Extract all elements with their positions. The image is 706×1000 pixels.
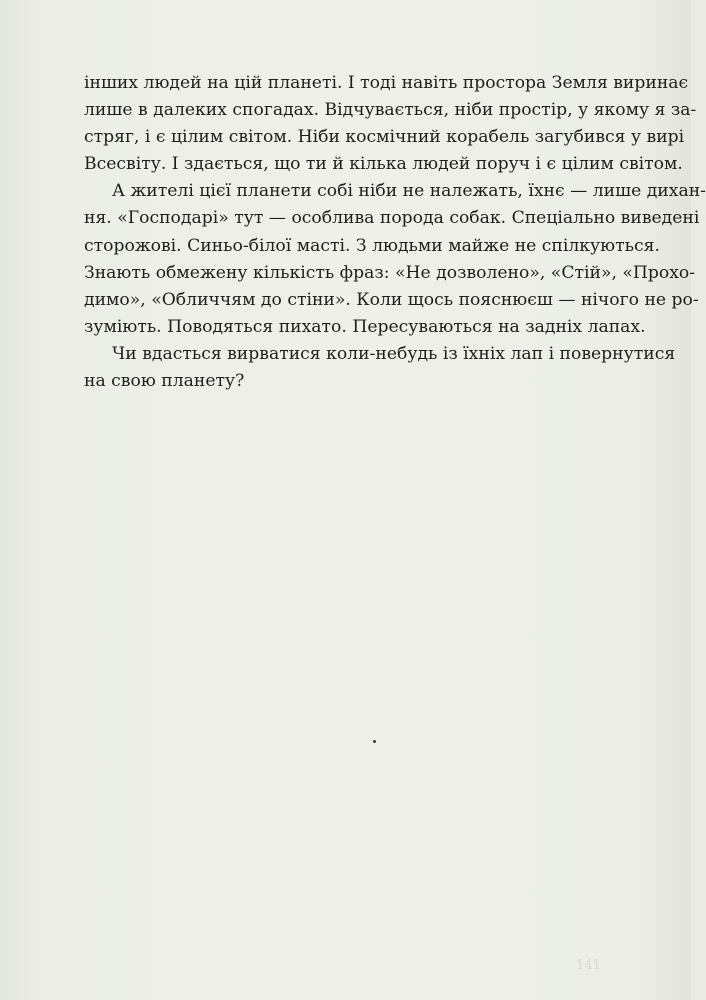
paragraph (84, 178, 706, 341)
body-text (84, 70, 706, 395)
paragraph (84, 70, 697, 178)
page-number: 141 (576, 958, 601, 973)
text-line: ня. «Господарі» тут — особлива порода собак. Спеціально виведені (84, 208, 700, 229)
text-line: Чи вдасться вирватися коли-небудь із їхніх лап і повернутися (112, 343, 676, 364)
text-line: сторожові. Синьо-білої масті. З людьми майже не спілкуються. (84, 235, 660, 256)
ink-speck (373, 740, 376, 743)
text-line: лише в далеких спогадах. Відчувається, ніби простір, у якому я за- (84, 100, 697, 121)
text-line: на свою планету? (84, 371, 245, 392)
text-line: димо», «Обличчям до стіни». Коли щось пояснюєш — нічого не ро- (84, 289, 699, 310)
text-line: Всесвіту. І здається, що ти й кілька людей поруч і є цілим світом. (84, 154, 683, 175)
text-line: А жителі цієї планети собі ніби не належать, їхнє — лише дихан- (112, 181, 706, 202)
text-line: зуміють. Поводяться пихато. Пересуваються на задніх лапах. (84, 316, 646, 337)
text-line: Знають обмежену кількість фраз: «Не дозволено», «Стій», «Прохо- (84, 262, 696, 283)
text-line: стряг, і є цілим світом. Ніби космічний корабель загубився у вирі (84, 127, 685, 148)
paragraph (84, 341, 676, 395)
text-line: інших людей на цій планеті. І тоді навіть простора Земля виринає (84, 73, 689, 93)
